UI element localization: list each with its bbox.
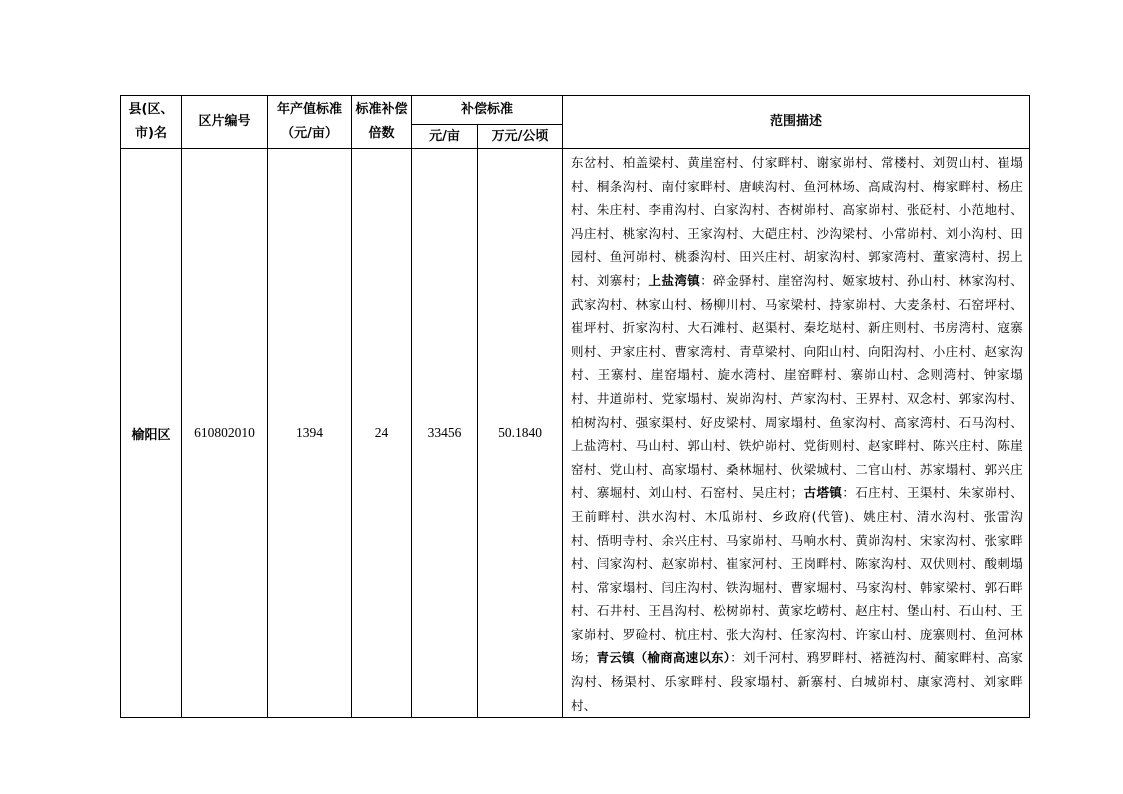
scope-text-4: ：刘千河村、鸦罗畔村、褡裢沟村、蔺家畔村、高家沟村、杨渠村、乐家畔村、段家塌村、新寨村、白城峁村、康家湾村、刘家畔村、 — [571, 650, 1024, 713]
header-yuan-per-mu: 元/亩 — [412, 125, 478, 149]
scope-text-3: ：石庄村、王渠村、朱家峁村、王前畔村、洪水沟村、木瓜峁村、乡政府(代管)、姚庄村、清水沟村、张雷沟村、悟明寺村、余兴庄村、马家峁村、马响水村、黄峁沟村、宋家沟村、张家畔村、闫家沟村、赵家峁村、崔家河村、王岗畔村、陈家沟村、双伏则村、酸刺塌村、常家塌村、闫庄沟村、铁沟堀村、曹家堀村、马家沟村、韩家梁村、郭石畔村、石井村、王昌沟村、松树峁村、黄家圪崂村、赵庄村、堡山村、石山村、王家峁村、罗硷村、杭庄村、张大沟村、任家沟村、许家山村、庞寨则村、鱼河林场； — [571, 485, 1024, 666]
header-scope: 范围描述 — [563, 96, 1030, 149]
town-name-qingyun: 青云镇（榆商高速以东） — [596, 650, 731, 666]
scope-text-2: ：碎金驿村、崖窑沟村、姬家坡村、孙山村、林家沟村、武家沟村、林家山村、杨柳川村、马家梁村、持家峁村、大麦条村、石窑坪村、崔坪村、折家沟村、大石滩村、赵渠村、秦圪垯村、新庄则村、书房湾村、寇寨则村、尹家庄村、曹家湾村、青草梁村、向阳山村、向阳沟村、小庄村、赵家沟村、王寨村、崖窑塌村、旋水湾村、崖窑畔村、寨峁山村、念则湾村、钟家塌村、井道峁村、党家塌村、炭峁沟村、芦家沟村、王界村、双念村、郭家沟村、柏树沟村、强家渠村、好皮梁村、周家塌村、鱼家沟村、高家湾村、石马沟村、上盐湾村、马山村、郭山村、铁炉峁村、党街则村、赵家畔村、陈兴庄村、陈崖窑村、党山村、高家塌村、桑林堀村、伙梁城村、二官山村、苏家塌村、郭兴庄村、寨堀村、刘山村、石窑村、吴庄村； — [571, 272, 1024, 501]
zone-code: 610802010 — [182, 149, 268, 718]
compensation-table — [120, 95, 1030, 718]
scope-text-1: 东岔村、柏盖梁村、黄崖窑村、付家畔村、谢家峁村、常楼村、刘贺山村、崔塌村、桐条沟村、南付家畔村、唐峡沟村、鱼河林场、高咸沟村、梅家畔村、杨庄村、朱庄村、李甫沟村、白家沟村、杏树峁村、高家峁村、张砭村、小范地村、冯庄村、桃家沟村、王家沟村、大硙庄村、沙沟梁村、小常峁村、刘小沟村、田园村、鱼河峁村、桃黍沟村、田兴庄村、胡家沟村、郭家湾村、董家湾村、拐上村、刘寨村； — [571, 155, 1024, 288]
compensation-multiple: 24 — [352, 149, 412, 718]
wan-per-hectare-value: 50.1840 — [478, 149, 563, 718]
header-compensation-standard: 补偿标准 — [412, 96, 563, 125]
header-multiple: 标准补偿倍数 — [352, 96, 412, 149]
header-annual-value: 年产值标准（元/亩） — [268, 96, 352, 149]
town-name-shangyanwan: 上盐湾镇 — [648, 272, 701, 288]
county-name: 榆阳区 — [121, 149, 182, 718]
table-row — [121, 149, 1030, 718]
scope-description — [563, 149, 1030, 718]
header-county: 县(区、市)名 — [121, 96, 182, 149]
annual-value: 1394 — [268, 149, 352, 718]
header-wan-per-hectare: 万元/公顷 — [478, 125, 563, 149]
yuan-per-mu-value: 33456 — [412, 149, 478, 718]
town-name-guta: 古塔镇 — [803, 485, 843, 501]
header-code: 区片编号 — [182, 96, 268, 149]
